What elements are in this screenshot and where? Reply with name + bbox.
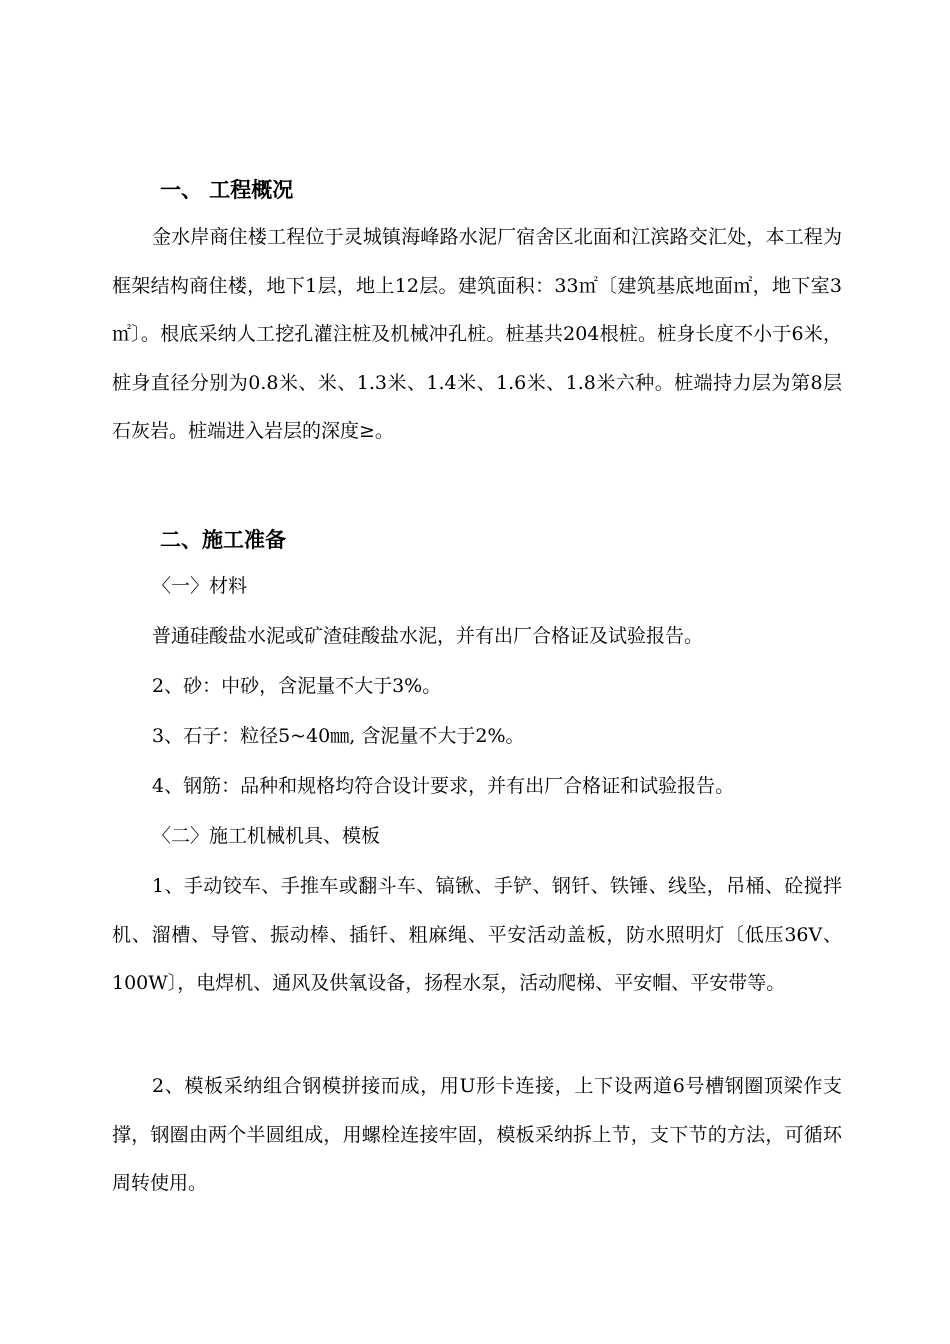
project-overview-paragraph: 金水岸商住楼工程位于灵城镇海峰路水泥厂宿舍区北面和江滨路交汇处，本工程为框架结构商住楼，地下1层，地上12层。建筑面积：33㎡〔建筑基底地面㎡，地下室3㎡〕。根底采纳人工挖孔灌注桩及机械冲孔桩。桩基共204根桩。桩身长度不小于6米，桩身直径分别为0.8米、米、1.3米、1.4米、1.6米、1.8米六种。桩端持力层为第8层石灰岩。桩端进入岩层的深度≥。 (112, 226, 842, 442)
material-item-rebar: 4、钢筋：品种和规格均符合设计要求，并有出厂合格证和试验报告。 (152, 775, 735, 797)
machinery-subheading: 〈二〉施工机械机具、模板 (152, 825, 381, 847)
material-item-cement: 普通硅酸盐水泥或矿渣硅酸盐水泥，并有出厂合格证及试验报告。 (152, 625, 704, 647)
materials-subheading: 〈一〉材料 (152, 575, 248, 597)
material-item-sand: 2、砂：中砂，含泥量不大于3%。 (152, 675, 442, 697)
material-item-stone: 3、石子：粒径5~40㎜, 含泥量不大于2%。 (152, 725, 525, 747)
formwork-paragraph: 2、模板采纳组合钢模拼接而成，用U形卡连接，上下设两道6号槽钢圈顶梁作支撑，钢圈由两个半圆组成，用螺栓连接牢固，模板采纳拆上节，支下节的方法，可循环周转使用。 (112, 1075, 842, 1194)
section-2-heading: 二、施工准备 (160, 528, 286, 552)
machinery-list-paragraph: 1、手动铰车、手推车或翻斗车、镐锹、手铲、钢钎、铁锤、线坠，吊桶、砼搅拌机、溜槽、导管、振动棒、插钎、粗麻绳、平安活动盖板，防水照明灯〔低压36V、100W〕，电焊机、通风及供氧设备，扬程水泵，活动爬梯、平安帽、平安带等。 (112, 875, 842, 994)
section-1-heading: 一、 工程概况 (160, 178, 294, 202)
